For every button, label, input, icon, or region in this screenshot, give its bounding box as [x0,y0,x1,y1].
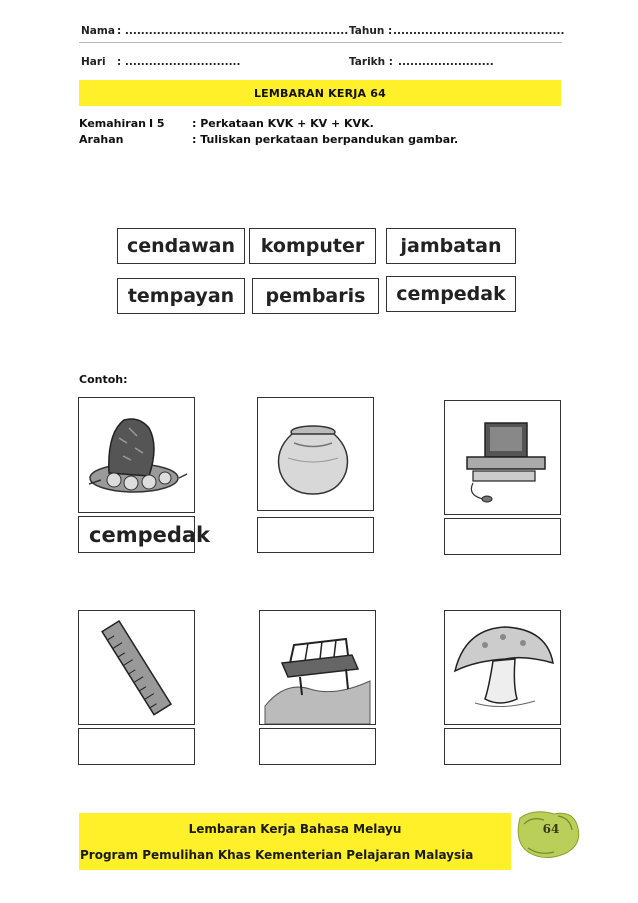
mushroom-icon [445,611,560,724]
jackfruit-icon [79,398,194,512]
word-bank-item: jambatan [386,228,516,264]
kemahiran-code: I 5 [149,117,165,130]
page-number: 64 [542,822,560,836]
nama-label: Nama [81,25,115,37]
header-divider [79,42,562,43]
picture-frame-ruler [78,610,195,725]
tarikh-label: Tarikh : [349,56,393,68]
answer-box[interactable] [444,518,561,555]
worksheet-title: LEMBARAN KERJA 64 [79,80,561,106]
hari-label: Hari [81,56,106,68]
bridge-icon [260,611,375,724]
word-bank-item: tempayan [117,278,245,314]
word-bank-item: komputer [249,228,376,264]
contoh-label: Contoh: [79,373,128,386]
kemahiran-text: : Perkataan KVK + KV + KVK. [192,117,374,130]
word-bank-item: cendawan [117,228,245,264]
footer-program: Program Pemulihan Khas Kementerian Pelajaran Malaysia [80,848,474,862]
tahun-label: Tahun : [349,25,393,37]
answer-box[interactable] [78,728,195,765]
tarikh-field[interactable]: ........................ [398,56,494,68]
arahan-text: : Tuliskan perkataan berpandukan gambar. [192,133,459,146]
footer-title: Lembaran Kerja Bahasa Melayu [188,822,402,836]
answer-box[interactable]: cempedak [78,516,195,553]
ruler-icon [79,611,194,724]
picture-frame-jar [257,397,374,511]
picture-frame-mushroom [444,610,561,725]
answer-box[interactable] [259,728,376,765]
nama-field[interactable]: : ........................................................ [117,25,349,37]
jar-icon [258,398,373,510]
picture-frame-bridge [259,610,376,725]
word-bank-item: pembaris [252,278,379,314]
hari-field[interactable]: : ............................. [117,56,241,68]
answer-box[interactable] [444,728,561,765]
tahun-field[interactable]: ........................................... [393,25,565,37]
computer-icon [445,401,560,514]
picture-frame-jackfruit [78,397,195,513]
word-bank-item: cempedak [386,276,516,312]
answer-box[interactable] [257,517,374,553]
picture-frame-computer [444,400,561,515]
arahan-label: Arahan [79,133,124,146]
kemahiran-label: Kemahiran [79,117,146,130]
